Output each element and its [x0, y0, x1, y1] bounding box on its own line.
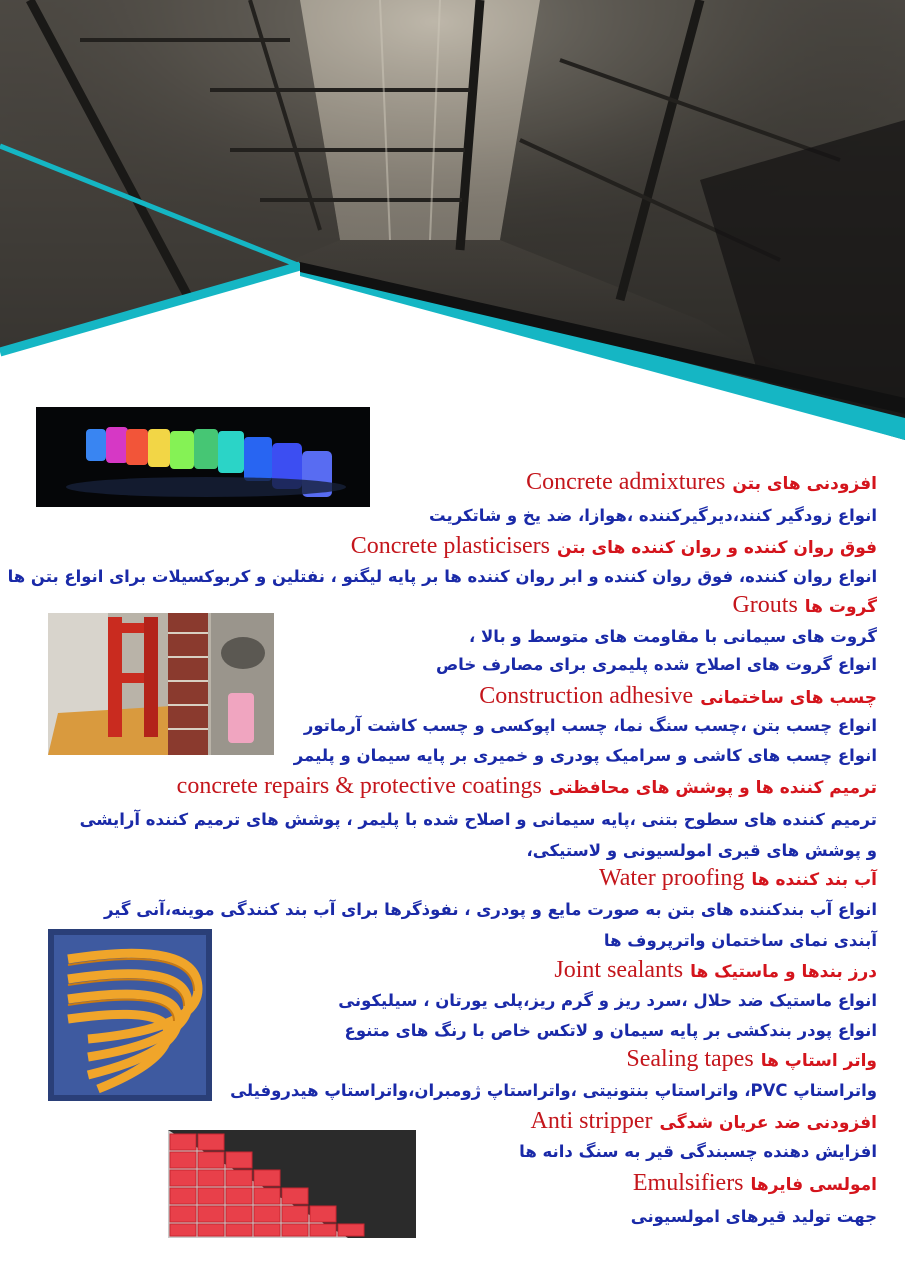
heading-en: concrete repairs & protective coatings [176, 773, 542, 799]
body-line: انواع زودگیر کنند،دیرگیرکننده ،هوازا، ضد یخ و شاتکریت [429, 506, 877, 525]
heading-fa: آب بند کننده ها [751, 870, 877, 890]
heading-construction-adhesive [479, 684, 877, 716]
elevator-shaft-photo [0, 0, 905, 440]
red-tiles-stairs-photo [168, 1130, 416, 1238]
body-line: آبندی نمای ساختمان واتر‌پروف ها [603, 931, 877, 950]
body-line: گروت های سیمانی با مقاومت های متوسط و بالا ، [468, 627, 877, 646]
steel-column-grout-photo [48, 613, 274, 755]
body-line: انواع چسب بتن ،چسب سنگ نما، چسب اپوکسی و چسب کاشت آرماتور [303, 716, 877, 735]
heading-en: Sealing tapes [626, 1046, 754, 1072]
heading-en: Concrete admixtures [526, 469, 726, 495]
body-line: انواع روان کننده، فوق روان کننده و ابر روان کننده ها بر پایه لیگنو ، نفتلین و کربوکسیلات برای انواع بتن ها [7, 567, 877, 586]
body-line: انواع چسب های کاشی و سرامیک پودری و خمیری بر پایه سیمان و پلیمر [293, 746, 877, 765]
heading-concrete-repairs [177, 774, 877, 806]
heading-water-proofing [599, 866, 877, 898]
heading-fa: فوق روان کننده و روان کننده های بتن [557, 538, 877, 558]
heading-en: Grouts [732, 592, 798, 618]
heading-fa: ترمیم کننده ها و پوشش های محافظتی [548, 778, 877, 798]
heading-fa: چسب های ساختمانی [700, 688, 877, 708]
heading-en: Joint sealants [554, 957, 684, 983]
pvc-waterstop-roll-photo [48, 929, 212, 1101]
heading-fa: درز بندها و ماستیک ها [690, 962, 877, 982]
heading-en: Concrete plasticisers [350, 533, 551, 559]
heading-en: Anti stripper [530, 1108, 653, 1134]
heading-anti-stripper [531, 1109, 877, 1141]
heading-grouts [732, 593, 877, 625]
heading-fa: واتر استاپ ها [760, 1051, 877, 1071]
heading-fa: امولسی فایرها [750, 1175, 877, 1195]
body-line: و پوشش های قیری امولسیونی و لاستیکی، [526, 841, 877, 860]
heading-sealing-tapes [626, 1047, 877, 1079]
glowing-bottles-photo [36, 407, 370, 507]
heading-en: Emulsifiers [632, 1170, 744, 1196]
heading-concrete-admixtures [526, 470, 877, 502]
heading-en: Construction adhesive [479, 683, 694, 709]
heading-fa: افزودنی های بتن [732, 474, 877, 494]
heading-en: Water proofing [599, 865, 745, 891]
heading-emulsifiers [633, 1171, 877, 1203]
heading-fa: افزودنی ضد عریان شدگی [659, 1113, 877, 1133]
body-line: ترمیم کننده های سطوح بتنی ،پایه سیمانی و اصلاح شده با پلیمر ، پوشش های ترمیم کننده آرایشی [79, 810, 877, 829]
body-line: انواع آب بندکننده های بتن به صورت مایع و پودری ، نفوذگرها برای آب بند کنندگی موینه،آنی گیر [103, 900, 877, 919]
heading-fa: گروت ها [804, 597, 877, 617]
body-line: انواع ماستیک ضد حلال ،سرد ریز و گرم ریز،پلی یورتان ، سیلیکونی [338, 991, 877, 1010]
body-line: انواع پودر بندکشی بر پایه سیمان و لاتکس خاص با رنگ های متنوع [344, 1021, 877, 1040]
body-line: جهت تولید قیرهای امولسیونی [630, 1207, 877, 1226]
body-line: افزایش دهنده چسبندگی قیر به سنگ دانه ها [519, 1142, 877, 1161]
body-line: انواع گروت های اصلاح شده پلیمری برای مصارف خاص [435, 655, 877, 674]
heading-joint-sealants [554, 958, 877, 990]
heading-concrete-plasticisers [351, 534, 877, 566]
body-line: واتراستاپ PVC، واتراستاپ بنتونیتی ،واتراستاپ ژومبران،واتراستاپ هیدروفیلی [230, 1081, 877, 1100]
